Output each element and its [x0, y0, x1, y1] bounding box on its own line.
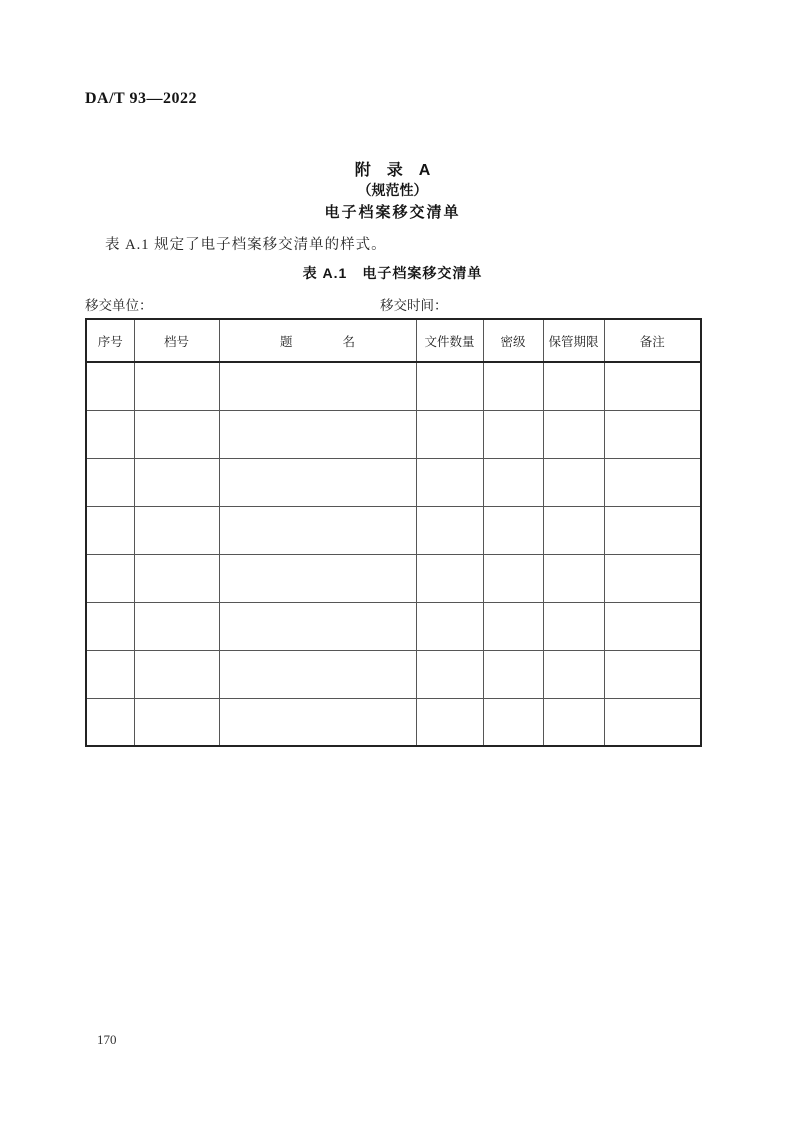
empty-cell	[134, 362, 219, 410]
empty-cell	[219, 362, 416, 410]
empty-cell	[134, 554, 219, 602]
empty-cell	[543, 458, 604, 506]
annex-normative-label: （规范性）	[357, 182, 428, 198]
empty-cell	[86, 698, 134, 746]
empty-cell	[416, 602, 483, 650]
column-header-remarks: 备注	[604, 319, 701, 362]
empty-cell	[86, 650, 134, 698]
form-labels-row	[85, 294, 700, 312]
page-number: 170	[97, 1032, 117, 1047]
empty-cell	[134, 698, 219, 746]
annex-subject-title: 电子档案移交清单	[324, 204, 461, 221]
empty-cell	[543, 554, 604, 602]
annex-title: 附 录 A	[354, 162, 431, 179]
empty-cell	[483, 698, 543, 746]
empty-cell	[604, 506, 701, 554]
table-row	[86, 506, 701, 554]
table-caption: 表 A.1 电子档案移交清单	[302, 265, 483, 281]
table-row	[86, 410, 701, 458]
transfer-unit-label: 移交单位：	[85, 298, 153, 313]
empty-cell	[483, 458, 543, 506]
transfer-table-body	[86, 362, 701, 746]
empty-cell	[604, 650, 701, 698]
empty-cell	[416, 506, 483, 554]
transfer-list-table	[85, 318, 702, 747]
table-row	[86, 554, 701, 602]
standard-code: DA/T 93—2022	[85, 90, 197, 107]
empty-cell	[604, 410, 701, 458]
empty-cell	[416, 554, 483, 602]
empty-cell	[86, 602, 134, 650]
empty-cell	[86, 506, 134, 554]
intro-text: 表 A.1 规定了电子档案移交清单的样式。	[105, 237, 387, 253]
empty-cell	[416, 362, 483, 410]
empty-cell	[219, 506, 416, 554]
table-header	[86, 319, 701, 362]
empty-cell	[543, 698, 604, 746]
table-row	[86, 362, 701, 410]
empty-cell	[134, 602, 219, 650]
empty-cell	[483, 650, 543, 698]
table-header-row	[86, 319, 701, 362]
empty-cell	[86, 362, 134, 410]
column-header-file-count: 文件数量	[416, 319, 483, 362]
empty-cell	[86, 554, 134, 602]
column-header-retention-period: 保管期限	[543, 319, 604, 362]
empty-cell	[604, 458, 701, 506]
table-row	[86, 458, 701, 506]
empty-cell	[543, 362, 604, 410]
empty-cell	[483, 602, 543, 650]
empty-cell	[416, 458, 483, 506]
empty-cell	[543, 650, 604, 698]
empty-cell	[604, 362, 701, 410]
table-row	[86, 698, 701, 746]
empty-cell	[543, 602, 604, 650]
empty-cell	[219, 410, 416, 458]
empty-cell	[219, 650, 416, 698]
empty-cell	[219, 698, 416, 746]
table-row	[86, 602, 701, 650]
column-header-security-level: 密级	[483, 319, 543, 362]
empty-cell	[543, 410, 604, 458]
empty-cell	[134, 506, 219, 554]
column-header-archive-no: 档号	[134, 319, 219, 362]
empty-cell	[604, 698, 701, 746]
empty-cell	[219, 554, 416, 602]
empty-cell	[219, 602, 416, 650]
empty-cell	[416, 650, 483, 698]
table-row	[86, 650, 701, 698]
empty-cell	[134, 410, 219, 458]
empty-cell	[483, 506, 543, 554]
empty-cell	[604, 602, 701, 650]
empty-cell	[86, 410, 134, 458]
empty-cell	[483, 554, 543, 602]
empty-cell	[134, 458, 219, 506]
intro-paragraph	[85, 233, 700, 254]
empty-cell	[134, 650, 219, 698]
column-header-title: 题 名	[219, 319, 416, 362]
transfer-time-label: 移交时间：	[380, 298, 448, 313]
empty-cell	[416, 698, 483, 746]
empty-cell	[219, 458, 416, 506]
empty-cell	[604, 554, 701, 602]
empty-cell	[483, 410, 543, 458]
column-header-serial: 序号	[86, 319, 134, 362]
empty-cell	[543, 506, 604, 554]
empty-cell	[416, 410, 483, 458]
empty-cell	[483, 362, 543, 410]
empty-cell	[86, 458, 134, 506]
